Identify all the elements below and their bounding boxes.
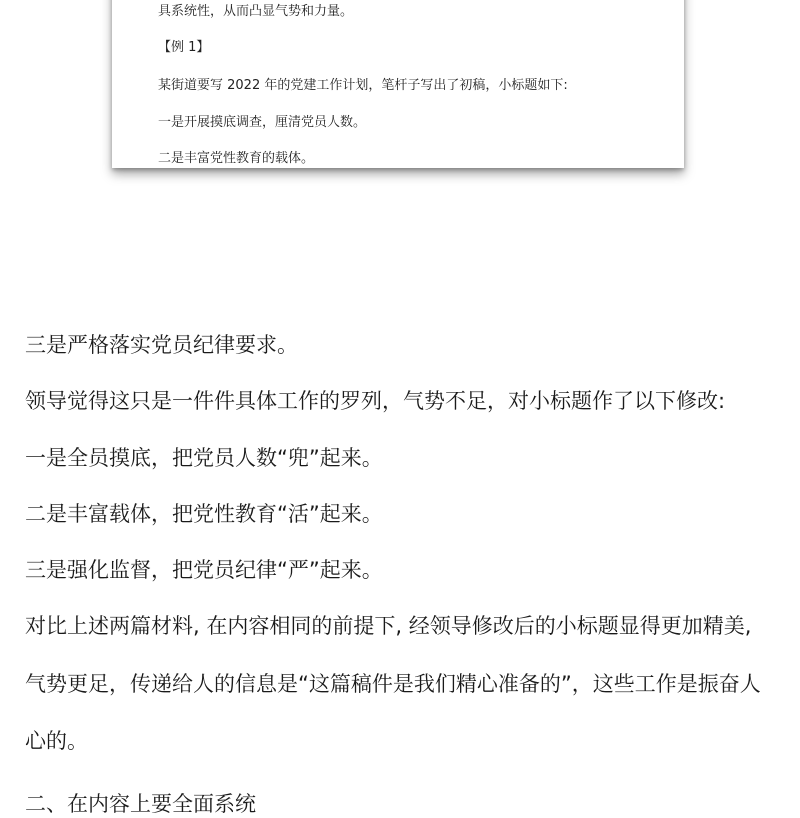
body-paragraph: 三是严格落实党员纪律要求。 — [25, 333, 298, 357]
body-paragraph: 二是丰富载体，把党性教育“活”起来。 — [25, 502, 383, 526]
body-paragraph: 气势更足，传递给人的信息是“这篇稿件是我们精心准备的”，这些工作是振奋人 — [25, 672, 761, 696]
embedded-text-line: 二是丰富党性教育的载体。 — [158, 151, 315, 166]
embedded-document-page — [112, 0, 684, 168]
body-paragraph: 心的。 — [25, 729, 88, 753]
cut-off-heading-region — [0, 788, 800, 816]
body-paragraph: 领导觉得这只是一件件具体工作的罗列，气势不足，对小标题作了以下修改: — [25, 389, 726, 413]
section-heading: 二、在内容上要全面系统 — [25, 792, 256, 816]
embedded-text-line: 一是开展摸底调查，厘清党员人数。 — [158, 115, 367, 130]
example-label: 【例 1】 — [158, 40, 210, 55]
body-paragraph: 一是全员摸底，把党员人数“兜”起来。 — [25, 446, 383, 470]
embedded-text-line: 具系统性，从而凸显气势和力量。 — [158, 4, 354, 19]
embedded-text-line: 某街道要写 2022 年的党建工作计划，笔杆子写出了初稿，小标题如下: — [158, 78, 568, 93]
body-paragraph: 对比上述两篇材料, 在内容相同的前提下, 经领导修改后的小标题显得更加精美, — [25, 614, 752, 638]
body-paragraph: 三是强化监督，把党员纪律“严”起来。 — [25, 558, 383, 582]
